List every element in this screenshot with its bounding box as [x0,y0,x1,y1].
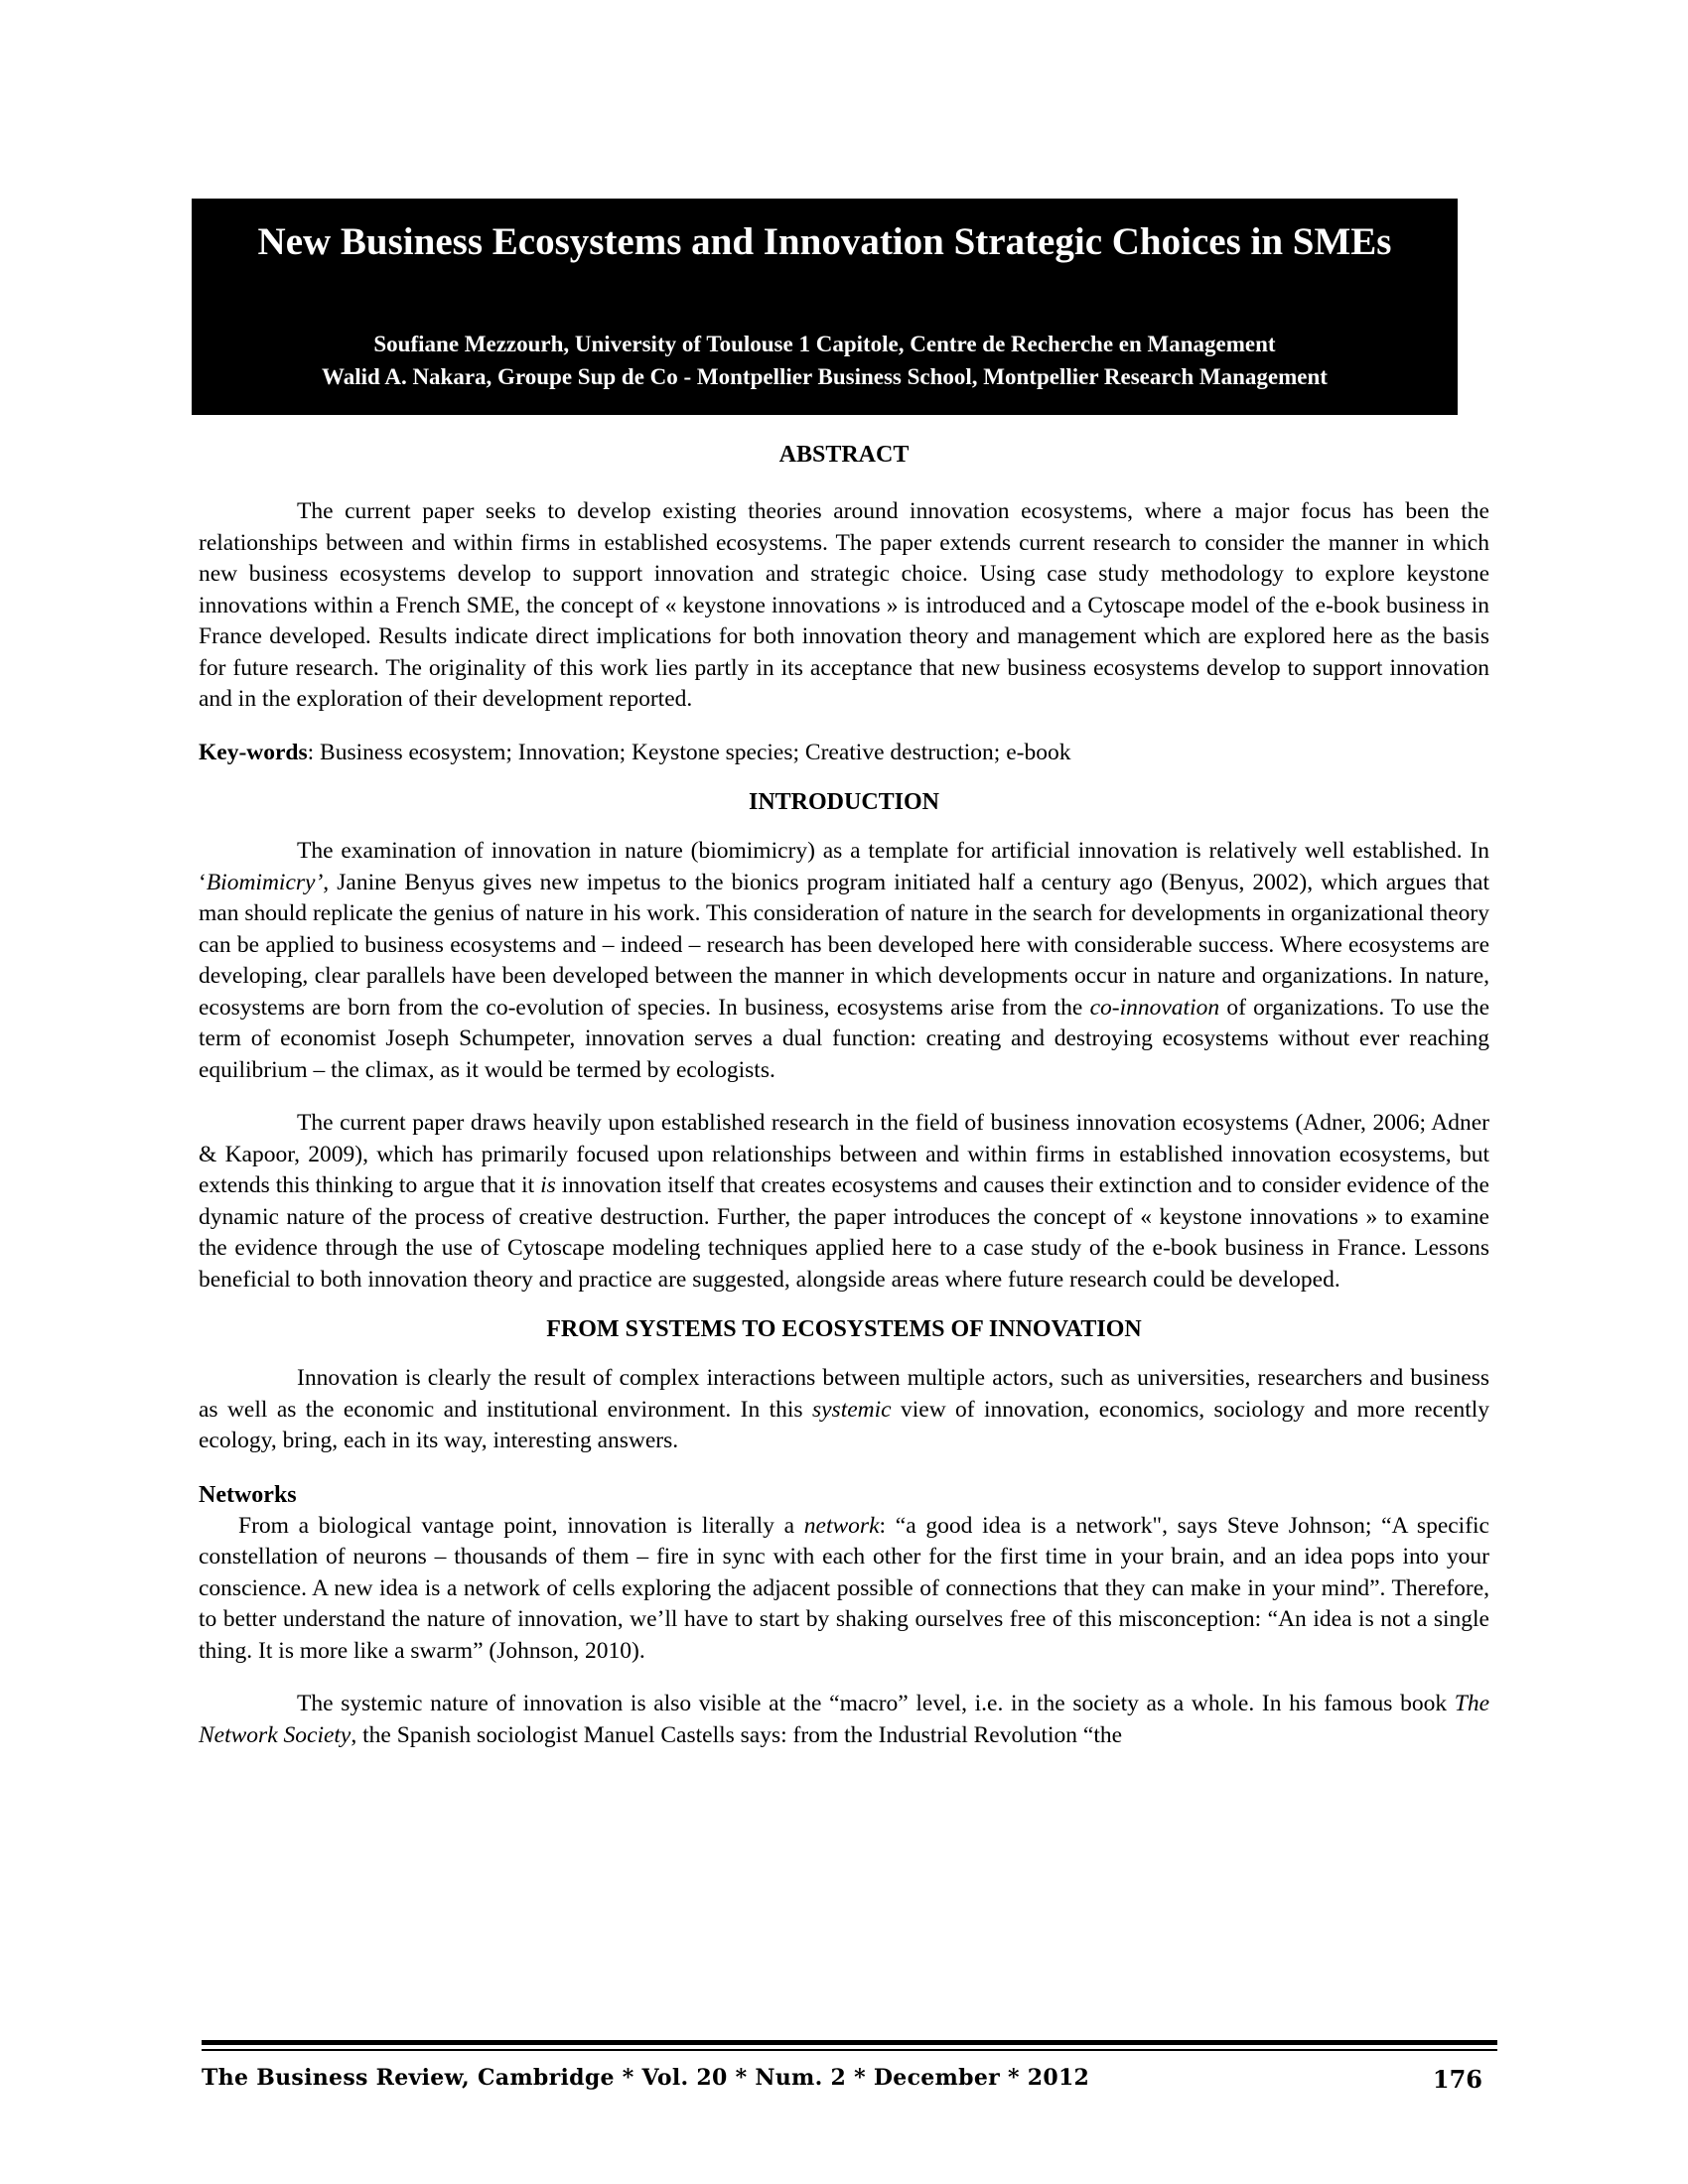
introduction-heading: INTRODUCTION [748,789,940,815]
abstract-text: The current paper seeks to develop existing theories around innovation ecosystems, where a major focus has been the relationships between and within firms in established ecosystems. The paper extends current research to consider the manner in which new business ecosystems develop to support innovation and strategic choice. Using case study methodology to explore keystone innovations within a French SME, the concept of « keystone innovations » is introduced and a Cytoscape model of the e-book business in France developed. Results indicate direct implications for both innovation theory and management which are explored here as the basis for future research. The originality of this work lies partly in its acceptance that new business ecosystems develop to support innovation and in the exploration of their development reported. [199,498,1489,712]
networks-paragraph-1: From a biological vantage point, innovation is literally a network: “a good idea is a network", says Steve Johnson; “A specific constellation of neurons – thousands of them – fire in sync with each other for the first time in your brain, and an idea pops into your conscience. A new idea is a network of cells exploring the adjacent possible of connections that they can make in your mind”. Therefore, to better understand the nature of innovation, we’ll have to start by shaking ourselves free of this misconception: “An idea is not a single thing. It is more like a swarm” (Johnson, 2010). [199,1512,1489,1664]
journal-citation: The Business Review, Cambridge * Vol. 20 * Num. 2 * December * 2012 [202,2065,1090,2091]
page-number: 176 [1432,2065,1482,2094]
footer-rule-thin [202,2049,1497,2051]
systems-heading: FROM SYSTEMS TO ECOSYSTEMS OF INNOVATION [546,1316,1142,1342]
keywords-label: Key-words [199,739,308,765]
networks-paragraph-2: The systemic nature of innovation is also visible at the “macro” level, i.e. in the society as a whole. In his famous book The Network Society, the Spanish sociologist Manuel Castells says: from the Industrial Revolution “the [199,1691,1489,1748]
author-list [192,328,1458,393]
intro-paragraph-1: The examination of innovation in nature (biomimicry) as a template for artificial innovation is relatively well established. In ‘Biomimicry’, Janine Benyus gives new impetus to the bionics program initiated half a century ago (Benyus, 2002), which argues that man should replicate the genius of nature in his work. This consideration of nature in the search for developments in organizational theory can be applied to business ecosystems and – indeed – research has been developed here with considerable success. Where ecosystems are developing, clear parallels have been developed between the manner in which developments occur in nature and organizations. In nature, ecosystems are born from the co-evolution of species. In business, ecosystems arise from the co-innovation of organizations. To use the term of economist Joseph Schumpeter, innovation serves a dual function: creating and destroying ecosystems without ever reaching equilibrium – the climax, as it would be termed by ecologists. [199,838,1490,1083]
systems-paragraph-1: Innovation is clearly the result of complex interactions between multiple actors, such as universities, researchers and business as well as the economic and institutional environment. In this systemic view of innovation, economics, sociology and more recently ecology, bring, each in its way, interesting answers. [199,1365,1490,1453]
paper-title: New Business Ecosystems and Innovation Strategic Choices in SMEs [257,220,1392,263]
intro-paragraph-2: The current paper draws heavily upon established research in the field of business innovation ecosystems (Adner, 2006; Adner & Kapoor, 2009), which has primarily focused upon relationships between and within firms in established innovation ecosystems, but extends this thinking to argue that it is innovation itself that creates ecosystems and causes their extinction and to consider evidence of the dynamic nature of the process of creative destruction. Further, the paper introduces the concept of « keystone innovations » to examine the evidence through the use of Cytoscape modeling techniques applied here to a case study of the e-book business in France. Lessons beneficial to both innovation theory and practice are suggested, alongside areas where future research could be developed. [199,1110,1489,1293]
title-banner [192,199,1458,415]
author-line-1: Soufiane Mezzourh, University of Toulouse 1 Capitole, Centre de Recherche en Management [373,332,1276,356]
keywords-text: : Business ecosystem; Innovation; Keystone species; Creative destruction; e-book [307,739,1071,765]
keywords-line [199,738,1489,769]
networks-heading: Networks [199,1481,297,1508]
author-line-2: Walid A. Nakara, Groupe Sup de Co - Montpellier Business School, Montpellier Research Management [322,364,1328,389]
abstract-heading: ABSTRACT [778,442,910,468]
footer-rule-thick [202,2040,1497,2045]
paper-body [199,437,1489,1751]
